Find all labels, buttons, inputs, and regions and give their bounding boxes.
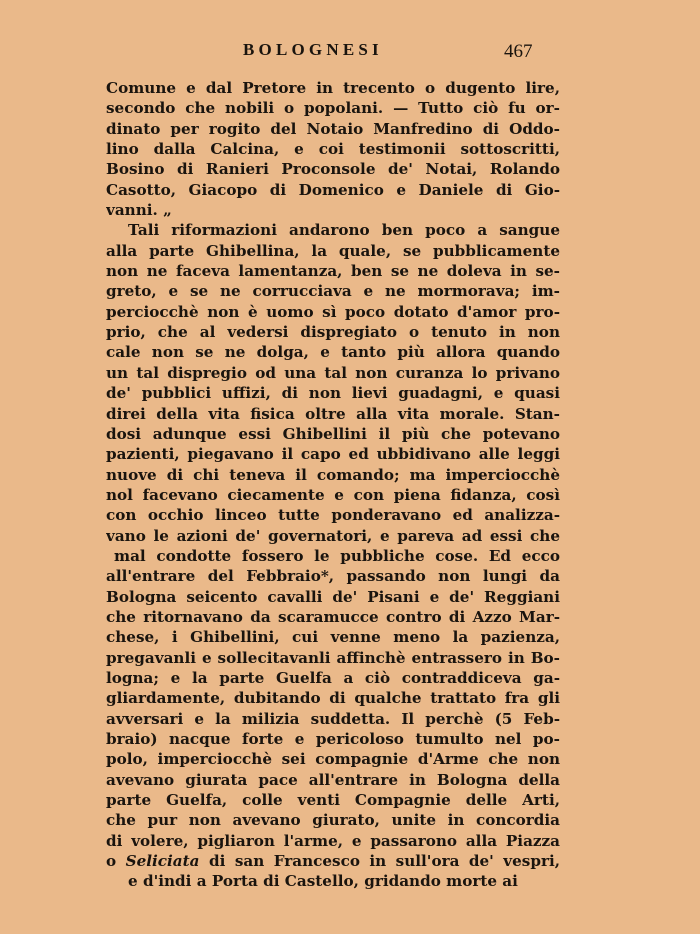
text-fragment: o [106, 852, 117, 871]
text-line: gliardamente, dubitando di qualche trattato fra gli [106, 689, 560, 708]
text-line: dosi adunque essi Ghibellini il più che potevano [106, 424, 560, 443]
text-line: non ne faceva lamentanza, ben se ne doleva in se- [106, 262, 560, 281]
text-line: Comune e dal Pretore in trecento o dugento lire, [106, 79, 560, 97]
text-line: dinato per rogito del Notaio Manfredino di Oddo- [106, 119, 560, 138]
body-text [106, 78, 560, 892]
text-line: Casotto, Giacopo di Domenico e Daniele di Gio- [106, 180, 560, 199]
text-line: cale non se ne dolga, e tanto più allora quando [106, 343, 560, 362]
page-number: 467 [504, 41, 533, 62]
text-line: di volere, pigliaron l'arme, e passarono alla Piazza [106, 831, 560, 850]
text-line: polo, imperciocchè sei compagnie d'Arme che non [106, 750, 560, 769]
text-line: alla parte Ghibellina, la quale, se pubblicamente [106, 241, 560, 260]
text-line: prio, che al vedersi dispregiato o tenuto in non [106, 323, 560, 342]
paragraph-start-line: Tali riformazioni andarono ben poco a sangue [128, 221, 560, 240]
text-line: vano le azioni de' governatori, e pareva ad essi che [106, 526, 560, 545]
text-line: con occhio linceo tutte ponderavano ed analizza- [106, 506, 560, 525]
text-line: avversari e la milizia suddetta. Il perchè (5 Feb- [106, 709, 560, 728]
text-line: nuove di chi teneva il comando; ma imperciocchè [106, 465, 560, 484]
text-line-with-italic [106, 851, 560, 871]
text-line: de' pubblici uffizi, di non lievi guadagni, e quasi [106, 384, 560, 403]
text-line: all'entrare del Febbraio*, passando non lungi da [106, 567, 560, 586]
text-line: avevano giurata pace all'entrare in Bologna della [106, 770, 560, 789]
text-line: braio) nacque forte e pericoloso tumulto nel po- [106, 730, 560, 748]
text-line: Bosino di Ranieri Proconsole de' Notai, Rolando [106, 160, 560, 179]
text-line: Bologna seicento cavalli de' Pisani e de' Reggiani [106, 587, 560, 606]
text-line: secondo che nobili o popolani. — Tutto ciò fu or- [106, 99, 560, 118]
text-line: che pur non avevano giurato, unite in concordia [106, 811, 560, 830]
text-line: pregavanli e sollecitavanli affinchè entrassero in Bo- [106, 648, 560, 667]
running-title: BOLOGNESI [243, 40, 383, 59]
text-line: chese, i Ghibellini, cui venne meno la pazienza, [106, 628, 560, 647]
text-line: pazienti, piegavano il capo ed ubbidivano alle leggi [106, 445, 560, 464]
text-line: greto, e se ne corrucciava e ne mormorava; im- [106, 282, 560, 301]
text-line: parte Guelfa, colle venti Compagnie delle Arti, [106, 791, 560, 810]
italic-term: Seliciata [125, 852, 200, 871]
text-line: direi della vita fisica oltre alla vita morale. Stan- [106, 404, 560, 423]
text-line: lino dalla Calcina, e coi testimonii sottoscritti, [106, 140, 560, 159]
text-line: e d'indi a Porta di Castello, gridando morte ai [128, 872, 518, 891]
text-line: logna; e la parte Guelfa a ciò contraddiceva ga- [106, 668, 560, 687]
text-line: che ritornavano da scaramucce contro di Azzo Mar- [106, 607, 560, 626]
text-line: un tal dispregio od una tal non curanza lo privano [106, 363, 560, 382]
text-line: vanni. „ [106, 201, 172, 220]
text-line: nol facevano ciecamente e con piena fidanza, così [106, 485, 560, 504]
text-fragment: di san Francesco in sull'ora de' vespri, [208, 852, 560, 871]
text-line: mal condotte fossero le pubbliche cose. Ed ecco [114, 546, 560, 565]
text-line: perciocchè non è uomo sì poco dotato d'amor pro- [106, 302, 560, 321]
